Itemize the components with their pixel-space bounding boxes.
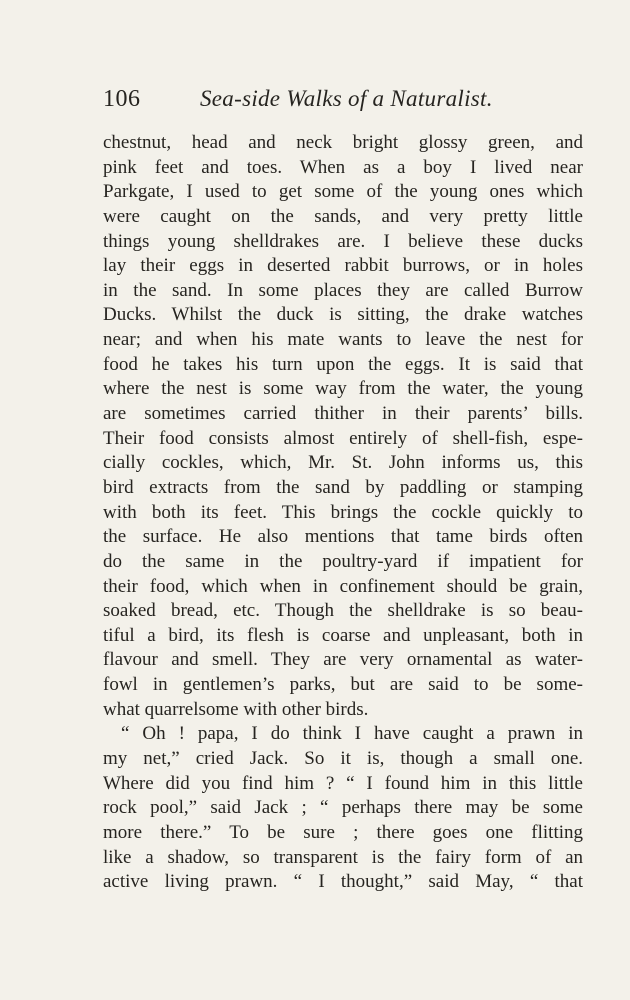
- text-line: do the same in the poultry-yard if impatient for: [103, 550, 583, 572]
- text-line: things young shelldrakes are. I believe these ducks: [103, 230, 583, 252]
- text-line: bird extracts from the sand by paddling or stamping: [103, 476, 583, 498]
- text-line: “ Oh ! papa, I do think I have caught a prawn in: [121, 723, 583, 745]
- text-line: lay their eggs in deserted rabbit burrows, or in holes: [103, 255, 583, 277]
- body-text: [103, 131, 583, 895]
- text-line: flavour and smell. They are very ornamental as water-: [103, 649, 583, 671]
- text-line: what quarrelsome with other birds.: [103, 698, 369, 720]
- text-line: food he takes his turn upon the eggs. It is said that: [103, 353, 583, 375]
- text-line: are sometimes carried thither in their parents’ bills.: [103, 403, 583, 425]
- text-line: cially cockles, which, Mr. St. John informs us, this: [103, 452, 583, 474]
- text-line: more there.” To be sure ; there goes one flitting: [103, 821, 583, 843]
- text-line: chestnut, head and neck bright glossy green, and: [103, 132, 583, 153]
- text-line: tiful a bird, its flesh is coarse and unpleasant, both in: [103, 624, 583, 646]
- text-line: their food, which when in confinement should be grain,: [103, 575, 583, 597]
- text-line: active living prawn. “ I thought,” said May, “ that: [103, 871, 583, 893]
- text-line: rock pool,” said Jack ; “ perhaps there may be some: [103, 797, 583, 819]
- text-line: fowl in gentlemen’s parks, but are said to be some-: [103, 674, 583, 696]
- text-line: where the nest is some way from the water, the young: [103, 378, 583, 400]
- text-line: Their food consists almost entirely of shell-fish, espe-: [103, 427, 583, 449]
- running-title: Sea-side Walks of a Naturalist.: [200, 86, 493, 111]
- text-line: Where did you find him ? “ I found him in this little: [103, 772, 583, 794]
- text-line: in the sand. In some places they are called Burrow: [103, 279, 583, 301]
- text-line: like a shadow, so transparent is the fairy form of an: [103, 846, 583, 868]
- text-line: soaked bread, etc. Though the shelldrake is so beau-: [103, 600, 583, 622]
- text-line: with both its feet. This brings the cockle quickly to: [103, 501, 583, 523]
- text-line: near; and when his mate wants to leave the nest for: [103, 329, 583, 351]
- text-line: were caught on the sands, and very pretty little: [103, 205, 583, 227]
- text-line: Ducks. Whilst the duck is sitting, the drake watches: [103, 304, 583, 326]
- text-line: Parkgate, I used to get some of the young ones which: [103, 181, 583, 203]
- running-head: [103, 86, 583, 120]
- text-line: my net,” cried Jack. So it is, though a small one.: [103, 748, 583, 770]
- text-line: the surface. He also mentions that tame birds often: [103, 526, 583, 548]
- page-number: 106: [103, 86, 141, 112]
- text-line: pink feet and toes. When as a boy I lived near: [103, 156, 583, 178]
